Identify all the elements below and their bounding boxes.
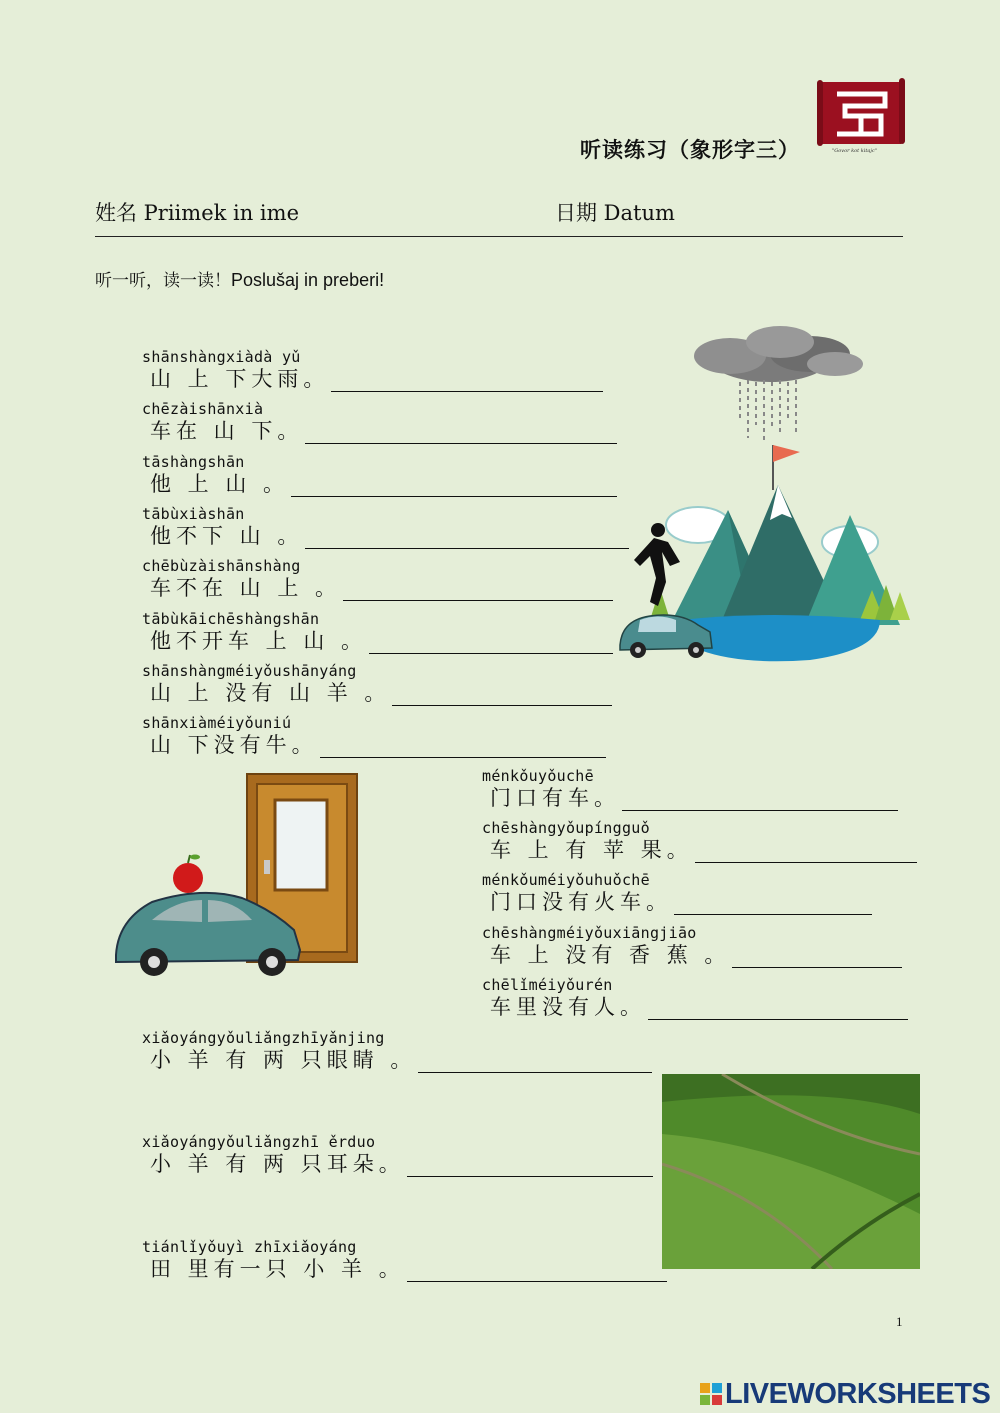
list-item [142, 1029, 652, 1073]
instruction-zh: 听一听，读一读！ [95, 271, 231, 291]
date-label: 日期 Datum [555, 201, 675, 225]
hanzi: 门口有车。 [490, 786, 620, 810]
answer-input[interactable] [392, 683, 612, 706]
answer-input[interactable] [320, 735, 606, 758]
liveworksheets-logo-icon [700, 1383, 722, 1405]
list-item [142, 400, 617, 444]
answer-input[interactable] [622, 788, 898, 811]
hanzi: 车在 山 下。 [150, 419, 304, 443]
pinyin: tābùkāichēshàngshān [142, 610, 320, 628]
hanzi: 山 下没有牛。 [150, 733, 318, 757]
list-item [482, 976, 908, 1020]
pinyin: chēshàngyǒupíngguǒ [482, 819, 650, 837]
answer-input[interactable] [331, 369, 603, 392]
hanzi: 他不下 山 。 [150, 524, 304, 548]
liveworksheets-brand [700, 1378, 990, 1411]
hanzi: 田 里有一只 小 羊 。 [150, 1257, 405, 1281]
list-item [482, 924, 902, 968]
answer-input[interactable] [732, 945, 902, 968]
hanzi: 山 上 没有 山 羊 。 [150, 681, 391, 705]
pinyin: shānshàngméiyǒushānyáng [142, 662, 357, 680]
hanzi: 车 上 没有 香 蕉 。 [490, 943, 731, 967]
list-item [482, 871, 872, 915]
brand-name: LIVEWORKSHEETS [725, 1378, 991, 1410]
pinyin: ménkǒuméiyǒuhuǒchē [482, 871, 650, 889]
answer-input[interactable] [291, 474, 617, 497]
logo-caption: "Govor kot kitajc" [832, 148, 878, 154]
answer-input[interactable] [407, 1154, 653, 1177]
pinyin: xiǎoyángyǒuliǎngzhī ěrduo [142, 1133, 376, 1151]
answer-input[interactable] [648, 997, 908, 1020]
list-item [142, 610, 613, 654]
pinyin: chēzàishānxià [142, 400, 264, 418]
hanzi: 车 上 有 苹 果。 [490, 838, 693, 862]
field-photo [662, 1074, 920, 1269]
list-item [482, 767, 898, 811]
pinyin: xiǎoyángyǒuliǎngzhīyǎnjing [142, 1029, 385, 1047]
hanzi: 小 羊 有 两 只眼睛 。 [150, 1048, 417, 1072]
hanzi: 小 羊 有 两 只耳朵。 [150, 1152, 405, 1176]
answer-input[interactable] [369, 631, 613, 654]
instruction [95, 266, 384, 291]
rain-cloud-icon [694, 326, 863, 442]
apple-icon [173, 855, 203, 894]
answer-input[interactable] [674, 892, 872, 915]
list-item [142, 453, 617, 497]
answer-input[interactable] [407, 1259, 667, 1282]
hanzi: 他 上 山 。 [150, 472, 290, 496]
hanzi: 车里没有人。 [490, 995, 646, 1019]
answer-input[interactable] [343, 578, 613, 601]
answer-input[interactable] [305, 526, 629, 549]
hanzi: 山 上 下大雨。 [150, 367, 330, 391]
header-divider [95, 236, 903, 237]
pinyin: chēshàngméiyǒuxiāngjiāo [482, 924, 697, 942]
list-item [142, 348, 603, 392]
list-item [142, 714, 606, 758]
hanzi: 他不开车 上 山 。 [150, 629, 368, 653]
name-label: 姓名 Priimek in ime [95, 201, 299, 225]
pinyin: chēlǐméiyǒurén [482, 976, 613, 994]
pinyin: tāshàngshān [142, 453, 245, 471]
list-item [142, 1238, 667, 1282]
pinyin: ménkǒuyǒuchē [482, 767, 594, 785]
school-logo-icon [815, 76, 905, 158]
mountain-scene-illustration [610, 320, 915, 665]
answer-input[interactable] [418, 1050, 652, 1073]
list-item [142, 1133, 653, 1177]
pinyin: chēbùzàishānshàng [142, 557, 301, 575]
list-item [142, 662, 612, 706]
list-item [142, 505, 629, 549]
pinyin: shānxiàméiyǒuniú [142, 714, 292, 732]
answer-input[interactable] [305, 421, 617, 444]
pinyin: tiánlǐyǒuyì zhīxiǎoyáng [142, 1238, 357, 1256]
instruction-sl: Poslušaj in preberi! [231, 270, 385, 290]
list-item [482, 819, 917, 863]
hanzi: 门口没有火车。 [490, 890, 672, 914]
pinyin: shānshàngxiàdà yǔ [142, 348, 301, 366]
list-item [142, 557, 613, 601]
hanzi: 车不在 山 上 。 [150, 576, 342, 600]
worksheet-title: 听读练习（象形字三） [580, 137, 800, 162]
flag-icon [773, 445, 800, 462]
pinyin: tābùxiàshān [142, 505, 245, 523]
car-door-illustration [112, 770, 362, 980]
page-number: 1 [896, 1314, 903, 1329]
answer-input[interactable] [695, 840, 917, 863]
